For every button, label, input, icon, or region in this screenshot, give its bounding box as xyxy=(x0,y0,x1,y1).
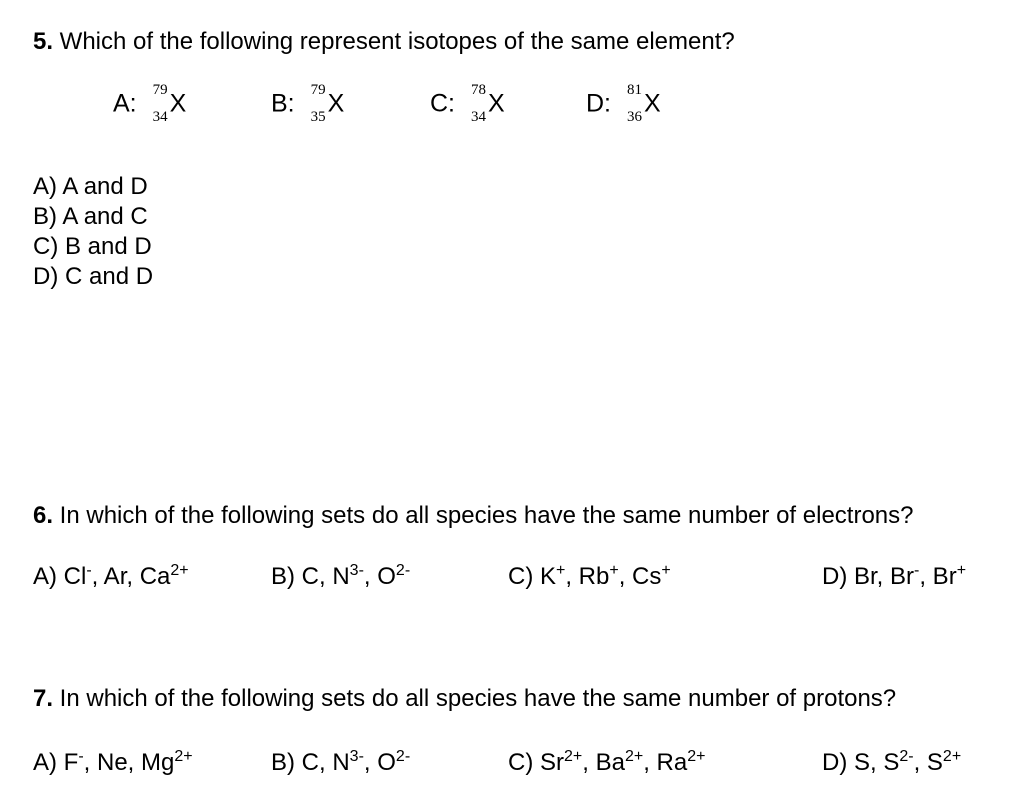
element-symbol: X xyxy=(327,89,345,118)
answer-option-a[interactable]: A) A and D xyxy=(33,173,148,200)
question-number: 7. xyxy=(33,685,54,712)
question-text: In which of the following sets do all species have the same number of protons? xyxy=(53,685,897,712)
q6-option-c[interactable]: C) K+, Rb+, Cs+ xyxy=(508,562,671,590)
atomic-number: 34 xyxy=(470,109,486,125)
q7-option-a[interactable]: A) F-, Ne, $Mg^{2+}$ xyxy=(33,748,193,776)
q7-option-c[interactable]: C) $Sr^{2+}$, $Ba^{2+}$, $Ra^{2+}$ xyxy=(508,748,706,776)
question-number: 6. xyxy=(33,502,54,529)
question-5 xyxy=(33,28,735,56)
answer-option-c[interactable]: C) B and D xyxy=(33,233,152,260)
element-symbol: X xyxy=(169,89,187,118)
mass-number: 81 xyxy=(626,82,642,98)
nuclide-label: C: xyxy=(430,89,455,118)
mass-number: 79 xyxy=(310,82,326,98)
mass-number: 78 xyxy=(470,82,486,98)
question-number: 5. xyxy=(33,28,54,55)
q6-option-d[interactable]: D) Br, Br-, Br+ xyxy=(822,562,967,590)
nuclide-label: D: xyxy=(586,89,611,118)
nuclide-d xyxy=(586,84,661,124)
atomic-number: 36 xyxy=(626,109,642,125)
question-text: Which of the following represent isotopes of the same element? xyxy=(53,28,735,55)
question-6 xyxy=(33,502,914,530)
answer-option-b[interactable]: B) A and C xyxy=(33,203,148,230)
q6-option-a[interactable]: A) Cl-, Ar, $Ca^{2+}$ xyxy=(33,562,189,590)
atomic-number: 35 xyxy=(310,109,326,125)
q7-option-b[interactable]: B) C, $N^{3-}$, $O^{2-}$ xyxy=(271,748,411,776)
question-7 xyxy=(33,685,896,713)
q5-answer-list xyxy=(33,172,153,292)
element-symbol: X xyxy=(487,89,505,118)
q6-option-b[interactable]: B) C, $N^{3-}$, $O^{2-}$ xyxy=(271,562,411,590)
nuclide-b xyxy=(271,84,344,124)
question-text: In which of the following sets do all species have the same number of electrons? xyxy=(53,502,914,529)
nuclide-a xyxy=(113,84,186,124)
atomic-number: 34 xyxy=(152,109,168,125)
mass-number: 79 xyxy=(152,82,168,98)
nuclide-c xyxy=(430,84,505,124)
nuclide-label: A: xyxy=(113,89,137,118)
nuclide-label: B: xyxy=(271,89,295,118)
element-symbol: X xyxy=(643,89,661,118)
answer-option-d[interactable]: D) C and D xyxy=(33,263,154,290)
q7-option-d[interactable]: D) S, $S^{2-}$, $S^{2+}$ xyxy=(822,748,962,776)
